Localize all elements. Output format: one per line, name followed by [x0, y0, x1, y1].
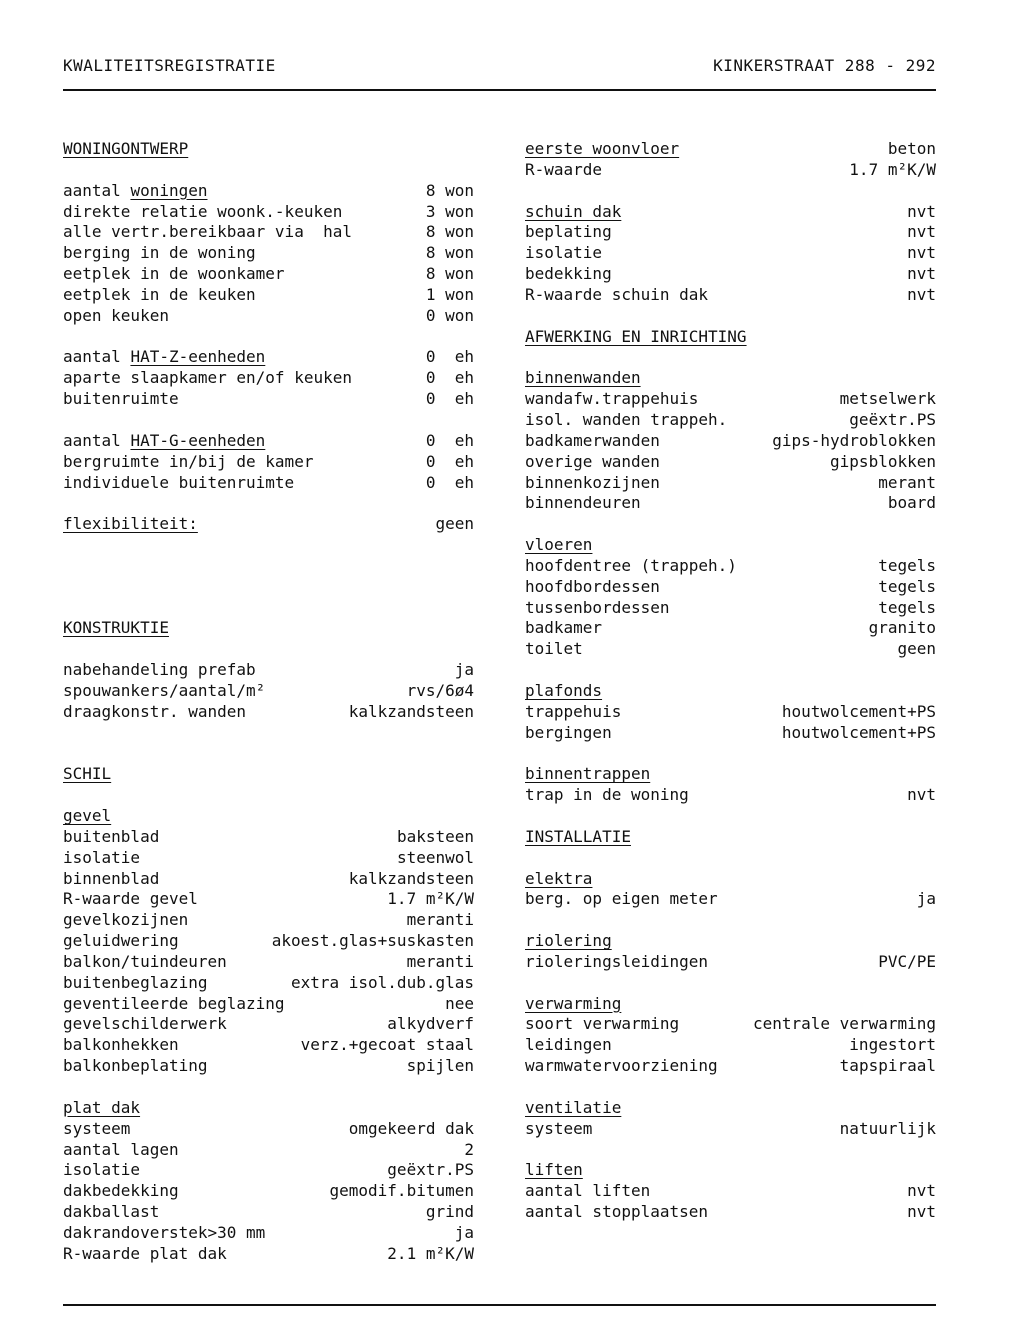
row: wandafw.trappehuis metselwerk	[525, 389, 936, 409]
row: spouwankers/aantal/m² rvs/6ø4	[63, 680, 474, 700]
subsection-gevel: gevel	[63, 806, 112, 825]
row: eetplek in de woonkamer 8 won	[63, 264, 474, 284]
top-rule	[63, 89, 936, 91]
row: gevelkozijnen meranti	[63, 910, 474, 930]
row: gevelschilderwerk alkydverf	[63, 1014, 474, 1034]
row: berg. op eigen meter ja	[525, 889, 936, 909]
row: R-waarde plat dak 2.1 m²K/W	[63, 1243, 474, 1263]
row: dakbedekking gemodif.bitumen	[63, 1181, 474, 1201]
left-column	[63, 139, 474, 1265]
row: systeem natuurlijk	[525, 1118, 936, 1138]
section-installatie: INSTALLATIE	[525, 826, 631, 846]
subsection-ventilatie: ventilatie	[525, 1097, 622, 1117]
row: badkamerwanden gips-hydroblokken	[525, 430, 936, 450]
section-schil: SCHIL	[63, 764, 112, 784]
row: leidingen ingestort	[525, 1035, 936, 1055]
row: direkte relatie woonk.-keuken 3 won	[63, 201, 474, 221]
row: warmwatervoorziening tapspiraal	[525, 1056, 936, 1076]
row: toilet geen	[525, 639, 936, 659]
row: eetplek in de keuken 1 won	[63, 284, 474, 304]
row: geventileerde beglazing nee	[63, 993, 474, 1013]
subsection-plafonds: plafonds	[525, 680, 603, 700]
row-flexibiliteit: flexibiliteit: geen	[63, 514, 474, 534]
row: individuele buitenruimte 0 eh	[63, 472, 474, 492]
row: bergingen houtwolcement+PS	[525, 722, 936, 742]
row: buitenblad baksteen	[63, 826, 474, 846]
row: balkon/tuindeuren meranti	[63, 951, 474, 971]
row: rioleringsleidingen PVC/PE	[525, 951, 936, 971]
subsection-liften: liften	[525, 1160, 583, 1180]
row: aantal liften nvt	[525, 1181, 936, 1201]
subsection-plat-dak: plat dak	[63, 1097, 141, 1117]
row: draagkonstr. wanden kalkzandsteen	[63, 701, 474, 721]
row: nabehandeling prefab ja	[63, 660, 474, 680]
row: systeem omgekeerd dak	[63, 1118, 474, 1138]
subsection-verwarming: verwarming	[525, 993, 622, 1013]
row: balkonhekken verz.+gecoat staal	[63, 1035, 474, 1055]
subsection-binnenwanden: binnenwanden	[525, 368, 641, 388]
row-hat-g: aantal HAT-G-eenheden 0 eh	[63, 430, 474, 450]
row: isolatie steenwol	[63, 847, 474, 867]
row: R-waarde schuin dak nvt	[525, 284, 936, 304]
row: isolatie nvt	[525, 243, 936, 263]
right-column	[525, 139, 936, 1223]
subsection-vloeren: vloeren	[525, 535, 593, 555]
row: dakballast grind	[63, 1202, 474, 1222]
row: R-waarde 1.7 m²K/W	[525, 159, 936, 179]
row: buitenruimte 0 eh	[63, 389, 474, 409]
bottom-rule	[63, 1304, 936, 1306]
row: badkamer granito	[525, 618, 936, 638]
row: berging in de woning 8 won	[63, 243, 474, 263]
row-hat-z: aantal HAT-Z-eenheden 0 eh	[63, 347, 474, 367]
row: bedekking nvt	[525, 264, 936, 284]
row: beplating nvt	[525, 222, 936, 242]
subsection-binnentrappen: binnentrappen	[525, 764, 651, 784]
subsection-schuin-dak: schuin dak nvt	[525, 201, 936, 221]
row: aparte slaapkamer en/of keuken 0 eh	[63, 368, 474, 388]
row: isol. wanden trappeh. geëxtr.PS	[525, 409, 936, 429]
row: binnendeuren board	[525, 493, 936, 513]
row: aantal lagen 2	[63, 1139, 474, 1159]
row: overige wanden gipsblokken	[525, 451, 936, 471]
row: binnenkozijnen merant	[525, 472, 936, 492]
row: tussenbordessen tegels	[525, 597, 936, 617]
section-konstruktie: KONSTRUKTIE	[63, 618, 169, 638]
row: hoofdentree (trappeh.) tegels	[525, 555, 936, 575]
row: binnenblad kalkzandsteen	[63, 868, 474, 888]
row-aantal-woningen: aantal woningen 8 won	[63, 180, 474, 200]
row: alle vertr.bereikbaar via hal 8 won	[63, 222, 474, 242]
row: bergruimte in/bij de kamer 0 eh	[63, 451, 474, 471]
row: open keuken 0 won	[63, 305, 474, 325]
header-address: KINKERSTRAAT 288 - 292	[713, 56, 936, 75]
row: R-waarde gevel 1.7 m²K/W	[63, 889, 474, 909]
row: soort verwarming centrale verwarming	[525, 1014, 936, 1034]
row: trappehuis houtwolcement+PS	[525, 701, 936, 721]
row: geluidwering akoest.glas+suskasten	[63, 931, 474, 951]
row: isolatie geëxtr.PS	[63, 1160, 474, 1180]
row: aantal stopplaatsen nvt	[525, 1202, 936, 1222]
header-title: KWALITEITSREGISTRATIE	[63, 56, 276, 75]
section-afwerking: AFWERKING EN INRICHTING	[525, 326, 747, 346]
subsection-elektra: elektra	[525, 868, 593, 888]
row: dakrandoverstek>30 mm ja	[63, 1222, 474, 1242]
row: balkonbeplating spijlen	[63, 1056, 474, 1076]
row: trap in de woning nvt	[525, 785, 936, 805]
section-woningontwerp: WONINGONTWERP	[63, 139, 189, 158]
row: buitenbeglazing extra isol.dub.glas	[63, 972, 474, 992]
row: hoofdbordessen tegels	[525, 576, 936, 596]
subsection-riolering: riolering	[525, 931, 612, 951]
subsection-eerste-woonvloer: eerste woonvloer beton	[525, 139, 936, 158]
